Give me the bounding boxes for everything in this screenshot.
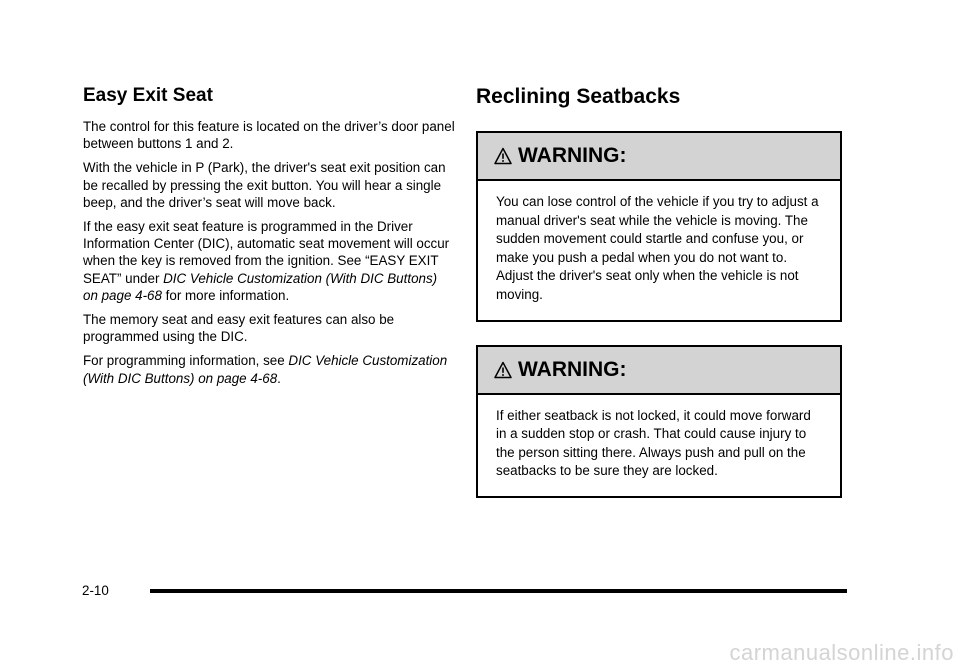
warning-header <box>478 347 840 395</box>
warning-header <box>478 133 840 181</box>
paragraph-programming-info-after: . <box>277 370 281 386</box>
cross-reference-link[interactable]: DIC Vehicle Customization (With DIC Buttons) on page 4-68 <box>83 353 448 386</box>
paragraph-programming-info <box>83 352 455 386</box>
paragraph-dic-programming <box>83 218 455 304</box>
paragraph-exit-position-recall: With the vehicle in P (Park), the driver's seat exit position can be recalled by pressing the exit button. You will hear a single beep, and the driver’s seat will move back. <box>83 160 446 210</box>
paragraph-programming-info-text: For programming information, see <box>83 353 289 369</box>
paragraph-dic-programming-after: for more information. <box>161 287 290 303</box>
section-title-easy-exit-seat: Easy Exit Seat <box>83 85 213 106</box>
footer-divider <box>150 589 847 593</box>
warning-triangle-icon <box>494 361 512 379</box>
cross-reference-link[interactable]: DIC Vehicle Customization (With DIC Buttons) on page 4-68 <box>83 270 438 303</box>
paragraph-control-location: The control for this feature is located on the driver’s door panel between buttons 1 and 2. <box>83 119 455 152</box>
warning-label: WARNING: <box>518 357 627 381</box>
warning-box-manual-seat <box>476 131 842 322</box>
reclining-seatbacks-section <box>476 84 842 521</box>
warning-text: You can lose control of the vehicle if you try to adjust a manual driver's seat while the vehicle is moving. The sudden movement could startle and confuse you, or make you push a pedal when you do not want to. Adjust the driver's seat only when the vehicle is not moving. <box>496 194 819 302</box>
watermark: carmanualsonline.info <box>729 640 954 665</box>
warning-text: If either seatback is not locked, it could move forward in a sudden stop or crash. That could cause injury to the person sitting there. Always push and pull on the seatbacks to be sure they are locked. <box>496 407 811 479</box>
warning-box-seatback-lock <box>476 345 842 498</box>
section-title-reclining-seatbacks: Reclining Seatbacks <box>476 85 681 108</box>
paragraph-memory-seat: The memory seat and easy exit features can also be programmed using the DIC. <box>83 312 395 345</box>
page-number: 2-10 <box>82 583 109 598</box>
warning-label: WARNING: <box>518 144 627 167</box>
easy-exit-seat-section <box>83 84 455 394</box>
warning-triangle-icon <box>494 147 512 165</box>
paragraph-dic-programming-text: If the easy exit seat feature is programmed in the Driver Information Center (DIC), automatic seat movement will occur when the key is removed from the ignition. See “EASY EXIT SEAT” under <box>83 219 450 286</box>
